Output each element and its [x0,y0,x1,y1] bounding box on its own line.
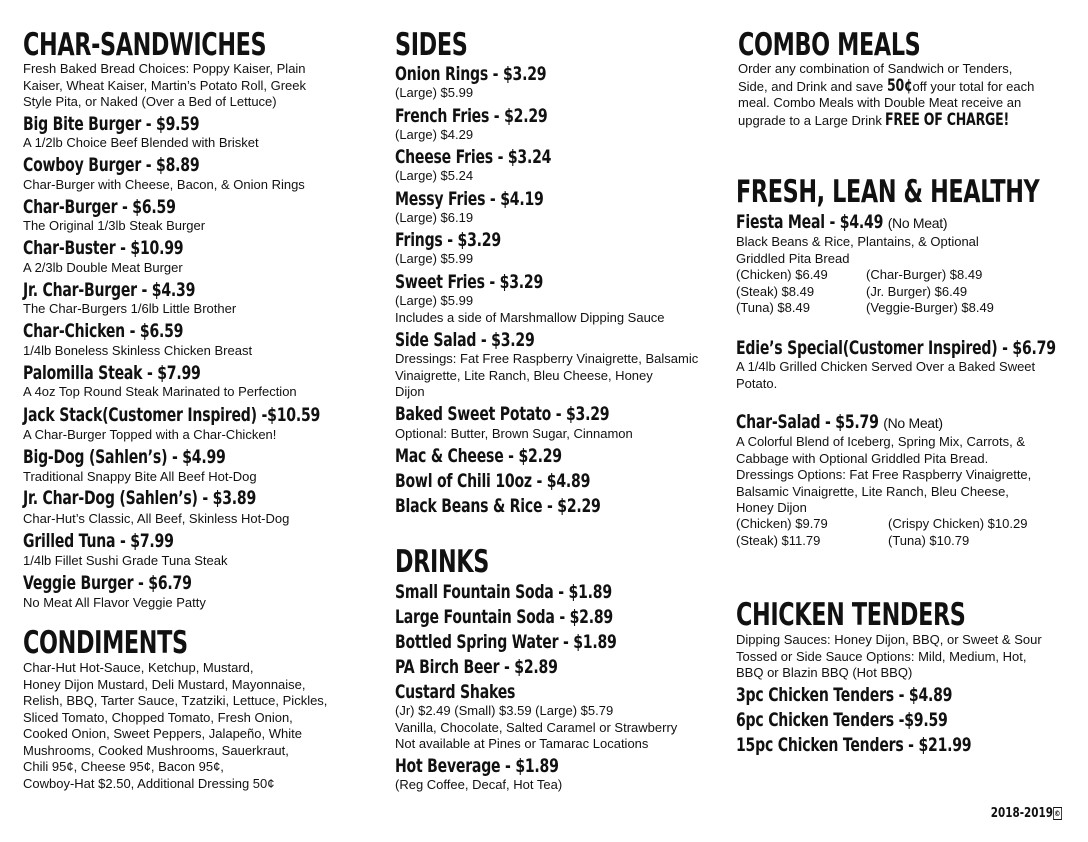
menu-item-desc: A Colorful Blend of Iceberg, Spring Mix, Carrots, & Cabbage with Optional Griddled Pita Bread. Dressings Options: Fat Free Raspberry Vinaigrette, Balsamic Vinaigrette, Lite Ranch, Bleu Cheese, Honey Dijon [736,434,1032,515]
menu-item-name: French Fries - $2.29 [395,105,548,127]
menu-item-name: Custard Shakes [395,681,516,703]
menu-item-name: Sweet Fries - $3.29 [395,271,544,293]
section-title: CHAR-SANDWICHES [23,27,267,63]
menu-item-name: Char-Burger - $6.59 [23,196,176,218]
menu-item-desc: A 4oz Top Round Steak Marinated to Perfection [23,384,297,399]
menu-item-name: Large Fountain Soda - $2.89 [395,606,613,628]
section-title: SIDES [395,27,468,63]
section-title: CONDIMENTS [23,625,188,661]
sauce-options: Dipping Sauces: Honey Dijon, BBQ, or Sweet & Sour Tossed or Side Sauce Options: Mild, Medium, Hot, BBQ or Blazin BBQ (Hot BBQ) [736,632,1042,680]
menu-item-desc: A Char-Burger Topped with a Char-Chicken! [23,427,277,442]
menu-item-name: Char-Chicken - $6.59 [23,320,184,342]
section-title: FRESH, LEAN & HEALTHY [736,174,1040,210]
menu-item-name: Baked Sweet Potato - $3.29 [395,403,610,425]
footer-copyright: 2018-2019© [990,806,1061,821]
menu-item-name: Bowl of Chili 10oz - $4.89 [395,470,591,492]
section-title: COMBO MEALS [738,27,921,63]
fiesta-options-left: (Chicken) $6.49 (Steak) $8.49 (Tuna) $8.49 [736,267,828,315]
menu-item-name: Cheese Fries - $3.24 [395,146,552,168]
menu-item-desc: (Jr) $2.49 (Small) $3.59 (Large) $5.79 Vanilla, Chocolate, Salted Caramel or Strawberry Not available at Pines or Tamarac Locations [395,703,678,751]
no-meat-note: (No Meat) [887,215,948,231]
menu-item-name: 6pc Chicken Tenders -$9.59 [736,709,948,731]
menu-item-desc: (Large) $4.29 [395,127,474,142]
menu-item-name: Char-Salad - $5.79 (No Meat) [736,411,943,433]
section-title: CHICKEN TENDERS [736,597,966,633]
menu-item-name: Bottled Spring Water - $1.89 [395,631,617,653]
menu-item-name: PA Birch Beer - $2.89 [395,656,558,678]
copyright-icon: © [1054,809,1061,818]
char-salad-options-right: (Crispy Chicken) $10.29 (Tuna) $10.79 [888,516,1028,548]
menu-item-name: Cowboy Burger - $8.89 [23,154,200,176]
combo-description: Order any combination of Sandwich or Tenders, Side, and Drink and save 50¢ off your total for each meal. Combo Meals with Double Meat receive an upgrade to a Large Drink FREE OF CHARGE! [738,61,1035,130]
menu-item-desc: A 2/3lb Double Meat Burger [23,260,183,275]
menu-item-name: Side Salad - $3.29 [395,329,535,351]
menu-item-desc: (Large) $5.24 [395,168,474,183]
menu-item-name: Fiesta Meal - $4.49 (No Meat) [736,211,948,233]
menu-item-desc: (Reg Coffee, Decaf, Hot Tea) [395,777,563,792]
menu-item-name: Big-Dog (Sahlen’s) - $4.99 [23,446,226,468]
menu-item-desc: A 1/4lb Grilled Chicken Served Over a Baked Sweet Potato. [736,359,1036,391]
combo-savings-highlight: 50¢ [886,75,913,96]
menu-item-name: Palomilla Steak - $7.99 [23,362,201,384]
menu-item-desc: Optional: Butter, Brown Sugar, Cinnamon [395,426,633,441]
no-meat-note: (No Meat) [883,415,943,431]
menu-item-name: Onion Rings - $3.29 [395,63,547,85]
menu-item-desc: A 1/2lb Choice Beef Blended with Brisket [23,135,259,150]
menu-item-name: Mac & Cheese - $2.29 [395,445,562,467]
condiments-list: Char-Hut Hot-Sauce, Ketchup, Mustard, Honey Dijon Mustard, Deli Mustard, Mayonnaise, Relish, BBQ, Tarter Sauce, Tzatziki, Lettuce, Pickles, Sliced Tomato, Chopped Tomato, Fresh Onion, Cooked Onion, Sweet Peppers, Jalapeño, White Mushrooms, Cooked Mushrooms, Sauerkraut, Chili 95¢, Cheese 95¢, Bacon 95¢, Cowboy-Hat $2.50, Additional Dressing 50¢ [23,660,328,791]
menu-item-desc: Char-Burger with Cheese, Bacon, & Onion Rings [23,177,305,192]
menu-item-name: 3pc Chicken Tenders - $4.89 [736,684,953,706]
menu-item-name: Veggie Burger - $6.79 [23,572,192,594]
menu-item-desc: (Large) $5.99 Includes a side of Marshmallow Dipping Sauce [395,293,665,325]
menu-item-name: Small Fountain Soda - $1.89 [395,581,612,603]
menu-item-desc: 1/4lb Fillet Sushi Grade Tuna Steak [23,553,228,568]
menu-item-desc: (Large) $6.19 [395,210,474,225]
menu-item-desc: Traditional Snappy Bite All Beef Hot-Dog [23,469,257,484]
menu-item-name: Jack Stack(Customer Inspired) -$10.59 [23,404,321,426]
menu-item-name: Messy Fries - $4.19 [395,188,544,210]
menu-item-desc: No Meat All Flavor Veggie Patty [23,595,206,610]
menu-item-desc: Char-Hut’s Classic, All Beef, Skinless Hot-Dog [23,511,290,526]
menu-item-name: Char-Buster - $10.99 [23,237,184,259]
section-title: DRINKS [395,544,489,580]
menu-item-name: Jr. Char-Burger - $4.39 [23,279,196,301]
menu-item-desc: 1/4lb Boneless Skinless Chicken Breast [23,343,253,358]
fiesta-options-right: (Char-Burger) $8.49 (Jr. Burger) $6.49 (Veggie-Burger) $8.49 [866,267,994,315]
menu-item-desc: Black Beans & Rice, Plantains, & Optional Griddled Pita Bread [736,234,979,266]
menu-item-name: Frings - $3.29 [395,229,501,251]
menu-item-desc: Dressings: Fat Free Raspberry Vinaigrette, Balsamic Vinaigrette, Lite Ranch, Bleu Cheese, Honey Dijon [395,351,699,399]
free-of-charge-highlight: FREE OF CHARGE! [885,109,1010,130]
menu-item-name: Jr. Char-Dog (Sahlen’s) - $3.89 [23,487,257,509]
menu-item-name: Black Beans & Rice - $2.29 [395,495,601,517]
menu-item-name: Edie’s Special(Customer Inspired) - $6.79 [736,337,1056,359]
menu-item-desc: The Char-Burgers 1/6lb Little Brother [23,301,237,316]
char-salad-options-left: (Chicken) $9.79 (Steak) $11.79 [736,516,828,548]
menu-item-desc: The Original 1/3lb Steak Burger [23,218,206,233]
bread-choices: Fresh Baked Bread Choices: Poppy Kaiser, Plain Kaiser, Wheat Kaiser, Martin’s Potato Roll, Greek Style Pita, or Naked (Over a Bed of Lettuce) [23,61,306,109]
menu-item-desc: (Large) $5.99 [395,251,474,266]
menu-item-name: Big Bite Burger - $9.59 [23,113,200,135]
menu-item-name: Grilled Tuna - $7.99 [23,530,174,552]
menu-item-name: 15pc Chicken Tenders - $21.99 [736,734,972,756]
menu-item-desc: (Large) $5.99 [395,85,474,100]
menu-item-name: Hot Beverage - $1.89 [395,755,559,777]
